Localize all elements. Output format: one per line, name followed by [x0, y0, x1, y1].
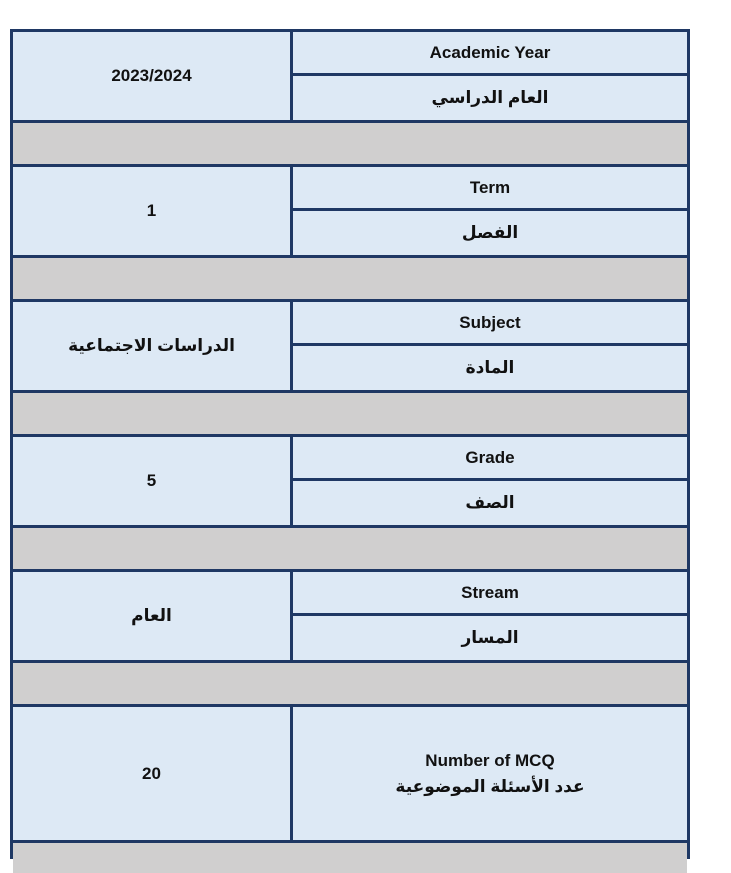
row-grade: [13, 437, 687, 528]
mcq-count-label-ar: عدد الأسئلة الموضوعية: [395, 776, 585, 796]
stream-value: العام: [13, 572, 293, 660]
mcq-count-label-en: Number of MCQ: [425, 750, 555, 770]
grade-value: 5: [13, 437, 293, 525]
spacer-row: [13, 393, 687, 437]
spacer-row: [13, 123, 687, 167]
row-subject: [13, 302, 687, 393]
term-label-ar: الفصل: [293, 211, 687, 255]
stream-label-ar: المسار: [293, 616, 687, 660]
row-academic-year: [13, 32, 687, 123]
spacer-row: [13, 528, 687, 572]
mcq-count-value: 20: [13, 707, 293, 840]
row-term: [13, 167, 687, 258]
subject-label-ar: المادة: [293, 346, 687, 390]
grade-label-ar: الصف: [293, 481, 687, 525]
exam-info-table: [10, 29, 690, 859]
term-value: 1: [13, 167, 293, 255]
academic-year-value: 2023/2024: [13, 32, 293, 120]
term-label-en: Term: [293, 167, 687, 211]
spacer-row: [13, 663, 687, 707]
mcq-count-label: [293, 707, 687, 840]
subject-value: الدراسات الاجتماعية: [13, 302, 293, 390]
academic-year-label-en: Academic Year: [293, 32, 687, 76]
stream-label-en: Stream: [293, 572, 687, 616]
row-mcq-count: [13, 707, 687, 843]
subject-label-en: Subject: [293, 302, 687, 346]
spacer-row: [13, 843, 687, 873]
spacer-row: [13, 258, 687, 302]
row-stream: [13, 572, 687, 663]
academic-year-label-ar: العام الدراسي: [293, 76, 687, 120]
grade-label-en: Grade: [293, 437, 687, 481]
